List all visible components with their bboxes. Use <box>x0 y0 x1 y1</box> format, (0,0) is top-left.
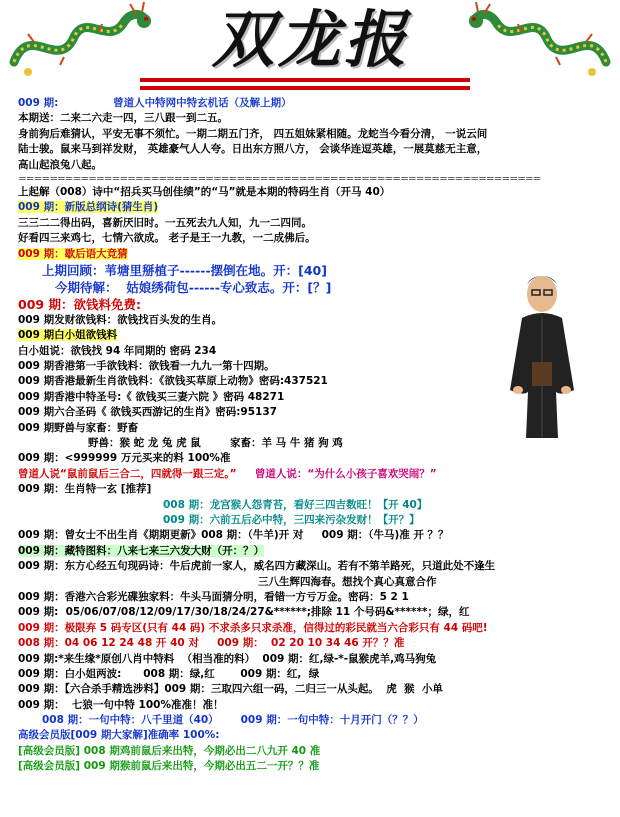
text-segment: 009 期: <box>18 97 59 109</box>
text-segment: 009 期香港中特圣号:《 欲钱买三妻六院 》密码 48271 <box>18 390 285 403</box>
text-line <box>18 216 618 231</box>
text-line <box>18 158 618 173</box>
text-segment: 白小姐说：欲钱找 94 年同期的 密码 234 <box>18 344 217 357</box>
text-line <box>18 482 618 497</box>
text-segment: 009 期： 02 20 10 34 46 开？？准 <box>217 637 405 650</box>
text-segment: 上期回顾：苇塘里掰植子------摆倒在地。开：[40] <box>42 262 327 278</box>
text-segment: [高级会员版] 009 期猴前鼠后来出特，今期必出五二一开？？准 <box>18 760 320 773</box>
text-segment: 009 期：一句中特：十月开门（？？） <box>218 714 424 727</box>
masthead <box>0 0 620 96</box>
text-segment: 曾道人说：“为什么小孩子喜欢哭闹？” <box>236 467 437 480</box>
separator-line <box>18 173 618 185</box>
text-segment: 009 期： 七狼一句中特 100%准准！准！ <box>18 698 224 711</box>
text-segment: 009 期: 05/06/07/08/12/09/17/30/18/24/27&******;排除 11 个号码&******；绿，红 <box>18 606 470 619</box>
text-segment: 008 期：04 06 12 24 48 开 40 对 <box>18 637 199 650</box>
text-segment: =================================================================== <box>18 172 541 185</box>
text-segment: 三八生辉四海春。想找个真心真意合作 <box>258 575 437 588</box>
text-line <box>18 636 618 651</box>
text-segment: 009 期：曾女士不出生肖《期期更新》008 期：（牛羊)开 对 009 期：（牛马)准 开 ？？ <box>18 529 449 542</box>
text-segment: 曾道人中特网中特玄机话（及解上期） <box>113 97 292 109</box>
text-line <box>18 127 618 142</box>
text-segment: 本期送：二来二六走一四，三八跟一到二五。 <box>18 112 228 125</box>
text-line <box>18 621 618 636</box>
text-segment: [高级会员版] 008 期鸡前鼠后来出特，今期必出二八九开 40 准 <box>18 744 321 757</box>
text-segment: 上起解（008）诗中“招兵买马创佳绩”的“马”就是本期的特码生肖（开马 40） <box>18 185 391 198</box>
text-line <box>18 467 618 482</box>
man-figure-icon <box>492 270 592 440</box>
text-line <box>18 513 618 528</box>
title-rule-bottom <box>140 86 470 90</box>
text-line <box>18 185 618 200</box>
text-line <box>18 142 618 157</box>
text-line <box>18 528 618 543</box>
text-segment <box>58 97 113 109</box>
text-segment: 009 期香港最新生肖欲钱料：《欲钱买草原上动物》密码:437521 <box>18 375 328 388</box>
title-rule-top <box>140 78 470 82</box>
text-line <box>18 759 618 774</box>
text-segment: 高山起浪兔八起。 <box>18 158 102 171</box>
text-line <box>18 575 618 590</box>
text-segment: 好看四三来鸡七，七情六欲成。 老子是王一九教，一二成佛后。 <box>18 232 316 245</box>
text-segment: 009 期：<999999 万元买来的料 100%准 <box>18 452 231 465</box>
text-line <box>18 744 618 759</box>
text-segment: 身前狗后难猜认，平安无事不须忙。一期二期五门齐， 四五姐妹紧相随。龙蛇当今看分清， 一说云间 <box>18 127 488 140</box>
text-line <box>18 111 618 126</box>
text-line <box>18 590 618 605</box>
text-segment: 009 期：白小姐两波: 008 期：绿,红 009 期：红, 绿 <box>18 667 320 680</box>
text-line <box>18 544 618 559</box>
text-segment: 009 期：极限弃 5 码专区(只有 44 码) 不求杀多只求杀准，信得过的彩民就当六合彩只有 44 码吧! <box>18 621 488 634</box>
text-segment: 曾道人说“鼠前鼠后三合二，四就得一跟三定。” <box>18 467 237 480</box>
text-segment: 008 期：一句中特：八千里道（40） <box>42 714 219 727</box>
text-segment: 高级会员版[009 期大家解]准确率 100%: <box>18 729 220 742</box>
text-segment: 009 期野兽与家畜：野畜 <box>18 421 139 434</box>
text-segment: 009 期:*来生缘*原创八肖中特料 （相当准的料） <box>18 652 256 665</box>
text-segment: 009 期：【六合杀手精选涉料】009 期：三取四六组一码，二归三一从头起。 虎 猴 小单 <box>18 683 443 696</box>
text-line <box>18 698 618 713</box>
text-segment: 今期待解： 姑娘绣荷包------专心致志。开：[？] <box>42 279 332 295</box>
text-segment: 009 期：红,绿-*-鼠猴虎羊,鸡马狗兔 <box>255 652 437 665</box>
text-segment: 009 期香港第一手欲钱料：欲钱看一九九一第十四期。 <box>18 360 275 373</box>
text-segment: 009 期：歇后语大竞猜 <box>18 247 128 260</box>
text-line <box>18 682 618 697</box>
text-segment: 009 期：藏特图料：八来七来三六发大财（开：？） <box>18 544 265 557</box>
text-line <box>18 451 618 466</box>
text-segment: 009 期六合圣码《 欲钱买西游记的生肖》密码:95137 <box>18 406 277 419</box>
text-segment: 008 期：龙宫猴人怨青苔，看好三四吉数旺！【开 40】 <box>163 498 428 511</box>
text-segment: 陆士骏。鼠来马到祥发财， 英雄豪气人人夸。日出东方照八方， 会谈华连逗英雄，一展莫慈无主意， <box>18 143 488 156</box>
text-line <box>18 713 618 728</box>
text-line <box>18 605 618 620</box>
text-line <box>18 231 618 246</box>
text-segment: 009 期白小姐欲钱料 <box>18 329 118 342</box>
text-line <box>18 728 618 743</box>
text-line <box>18 96 618 111</box>
text-segment: 家畜：羊 马 牛 猪 狗 鸡 <box>200 437 343 450</box>
text-segment: 009 期：生肖特一玄 [推荐] <box>18 483 152 496</box>
text-segment: 009 期：欲钱料免费: <box>18 296 141 312</box>
text-line <box>18 667 618 682</box>
text-line <box>18 200 618 215</box>
dragon-left-icon <box>4 2 154 80</box>
masthead-title: 双龙报 <box>211 3 410 76</box>
text-segment: 009 期：东方心经五句现码诗：牛后虎前一家人，威名四方藏深山。若有不第羊路死，只道此处不逢生 <box>18 560 496 573</box>
text-line <box>18 559 618 574</box>
text-segment: 009 期：香港六合彩光碟独家料：牛头马面猜分明，看错一方亏万金。密码：5 2 1 <box>18 590 409 603</box>
text-segment: 009 期发财欲钱料：欲钱找百头发的生肖。 <box>18 313 223 326</box>
text-line <box>18 498 618 513</box>
text-segment: 野兽：猴 蛇 龙 兔 虎 鼠 <box>88 437 201 450</box>
text-line <box>18 652 618 667</box>
text-segment: 009 期：新版总纲诗(猜生肖) <box>18 201 159 214</box>
dragon-right-icon <box>466 2 616 80</box>
text-line <box>18 247 618 262</box>
text-segment: 三三二二得出码，喜新厌旧时。一五死去九人知，九一二四同。 <box>18 216 312 229</box>
text-segment <box>199 637 217 649</box>
text-segment: 009 期：六前五后必中特，三四来污杂发财！【开？】 <box>163 513 420 526</box>
